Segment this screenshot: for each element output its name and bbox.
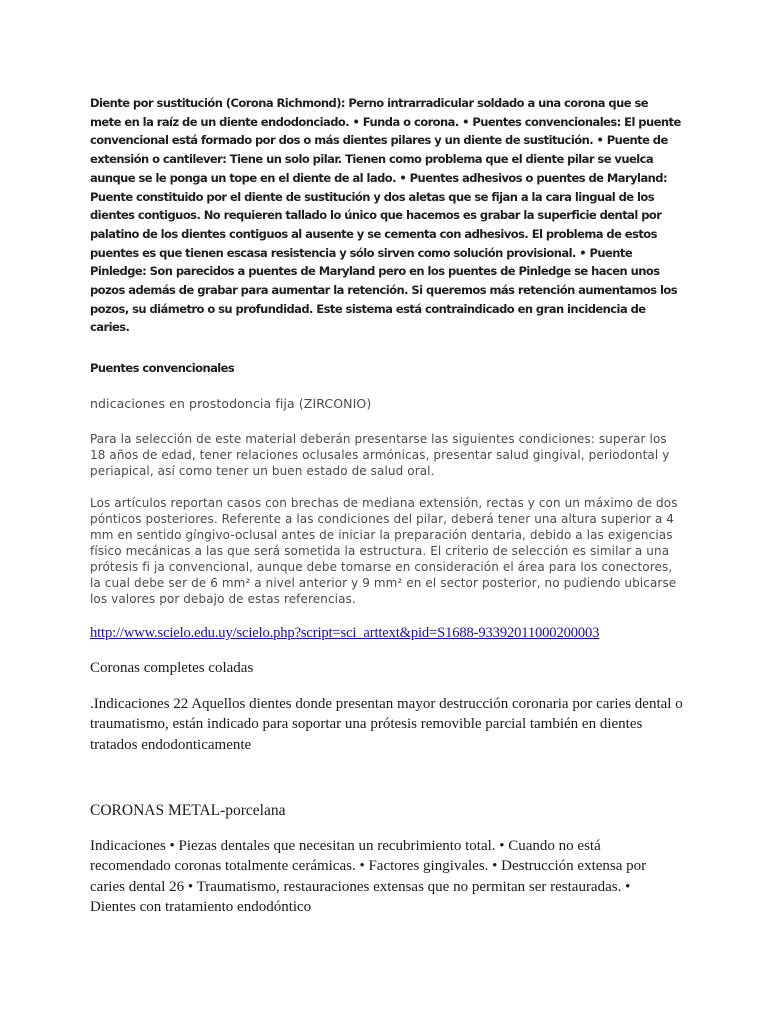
metal-porcelana-paragraph: Indicaciones • Piezas dentales que necesitan un recubrimiento total. • Cuando no está recomendado coronas totalmente cerámicas. • Factores gingivales. • Destrucción extensa por caries dental 26 • Traumatismo, restauraciones extensas que no permitan ser restauradas. • Dientes con tratamiento endodóntico: [90, 838, 647, 915]
metal-porcelana-heading: CORONAS METAL-porcelana: [90, 802, 286, 819]
articulos-paragraph: Los artículos reportan casos con brechas de mediana extensión, rectas y con un máximo de dos pónticos posteriores. Referente a las condiciones del pilar, deberá tener una altura superior a 4 mm en sentido gíngivo-oclusal antes de iniciar la preparación dentaria, debido a las exigencias físico mecánicas a las que será sometida la estructura. El criterio de selección es similar a una prótesis fi ja convencional, aunque debe tomarse en consideración el área para los conectores, la cual debe ser de 6 mm² a nivel anterior y 9 mm² en el sector posterior, no pudiendo ubicarse los valores por debajo de estas referencias.: [90, 496, 678, 606]
indicaciones-22-paragraph: .Indicaciones 22 Aquellos dientes donde presentan mayor destrucción coronaria por caries dental o traumatismo, están indicado para soportar una prótesis removible parcial también en dientes tratados endodonticamente: [90, 696, 683, 753]
zirconio-heading: ndicaciones en prostodoncia fija (ZIRCONIO): [90, 396, 372, 411]
seleccion-paragraph: Para la selección de este material deberán presentarse las siguientes condiciones: superar los 18 años de edad, tener relaciones oclusales armónicas, presentar salud gingival, periodontal y periapical, así como tener un buen estado de salud oral.: [90, 432, 670, 478]
scielo-link[interactable]: http://www.scielo.edu.uy/scielo.php?script=sci_arttext&pid=S1688-93392011000200003: [90, 625, 600, 641]
section-heading-puentes: Puentes convencionales: [90, 361, 235, 375]
coronas-coladas-heading: Coronas completes coladas: [90, 660, 254, 676]
intro-paragraph: Diente por sustitución (Corona Richmond): Perno intrarradicular soldado a una corona que se mete en la raíz de un diente endodonciado. • Funda o corona. • Puentes convencionales: El puente convencional está formado por dos o más dientes pilares y un diente de sustitución. • Puente de extensión o cantilever: Tiene un solo pilar. Tienen como problema que el diente pilar se vuelca aunque se le ponga un tope en el diente de al lado. • Puentes adhesivos o puentes de Maryland: Puente constituido por el diente de sustitución y dos aletas que se fijan a la cara lingual de los dientes contiguos. No requieren tallado lo único que hacemos es grabar la superficie dental por palatino de los dientes contiguos al ausente y se cementa con adhesivos. El problema de estos puentes es que tienen escasa resistencia y sólo sirven como solución provisional. • Puente Pinledge: Son parecidos a puentes de Maryland pero en los puentes de Pinledge se hacen unos pozos además de grabar para aumentar la retención. Si queremos más retención aumentamos los pozos, su diámetro o su profundidad. Este sistema está contraindicado en gran incidencia de caries.: [90, 96, 681, 335]
